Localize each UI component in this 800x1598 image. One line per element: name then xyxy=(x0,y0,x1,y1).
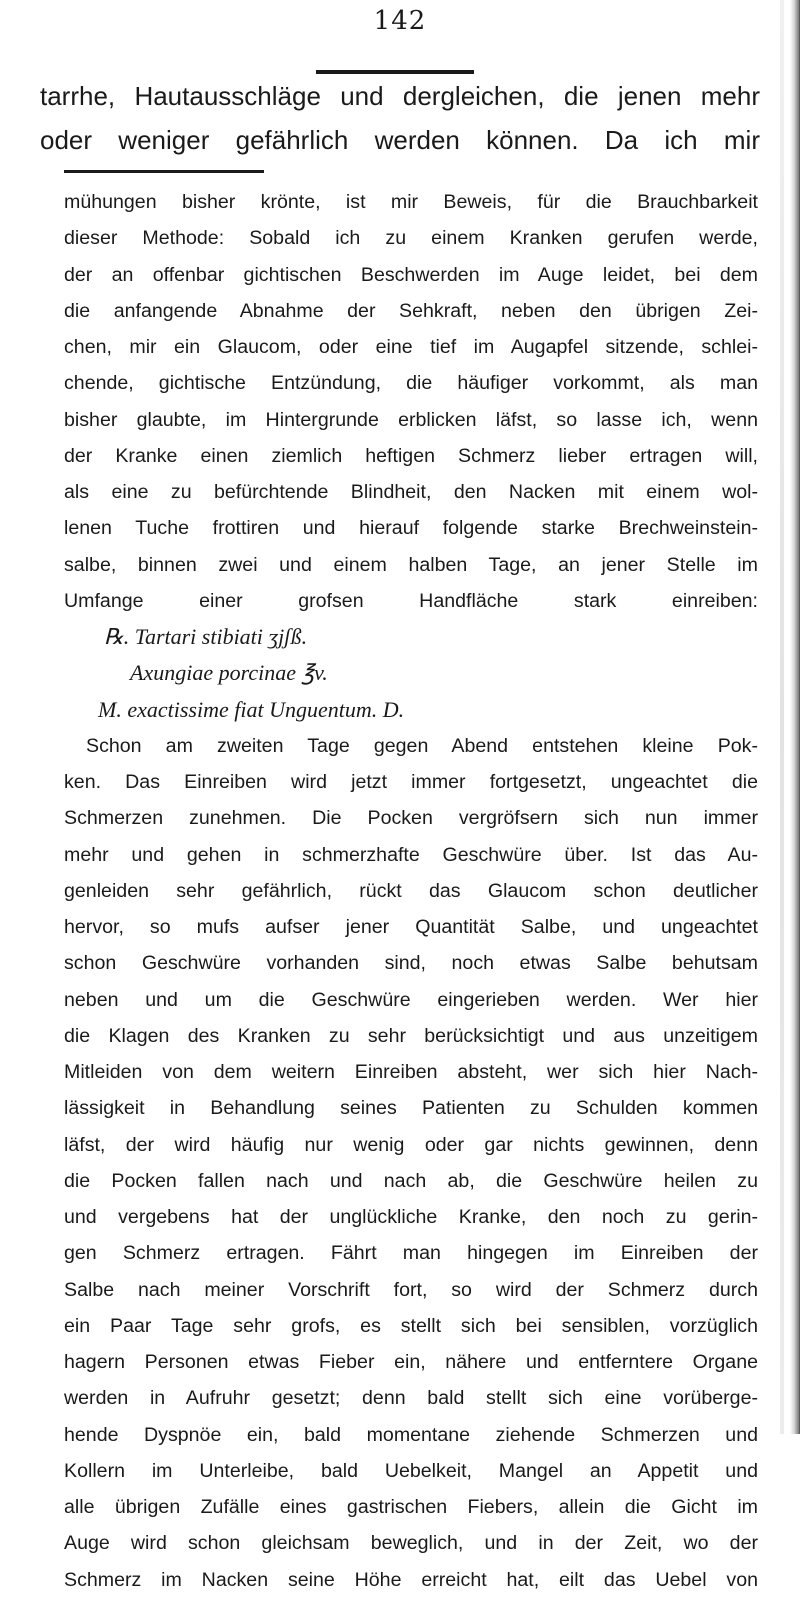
page-edge xyxy=(790,0,800,1434)
fragment-line: tarrhe, Hautausschläge und dergleichen, die jenen mehr xyxy=(40,81,760,111)
text-line: hagern Personen etwas Fieber ein, nähere und entferntere Organe xyxy=(64,1351,758,1373)
text-line: genleiden sehr gefährlich, rückt das Glaucom schon deutlicher xyxy=(64,879,758,902)
text-line: Mitleiden von dem weitern Einreiben absteht, wer sich hier Nach- xyxy=(64,1061,758,1083)
text-line: als eine zu befürchtende Blindheit, den Nacken mit einem wol- xyxy=(64,481,758,503)
text-line: ken. Das Einreiben wird jetzt immer fortgesetzt, ungeachtet die xyxy=(64,771,758,793)
text-line: lenen Tuche frottiren und hierauf folgende starke Brechweinstein- xyxy=(64,517,758,540)
text-line: Schon am zweiten Tage gegen Abend entstehen kleine Pok- xyxy=(86,734,758,757)
pasted-fragment xyxy=(40,74,760,162)
text-line: Kollern im Unterleibe, bald Uebelkeit, Mangel an Appetit und xyxy=(64,1459,758,1482)
text-line: salbe, binnen zwei und einem halben Tage, an jener Stelle im xyxy=(64,553,758,576)
text-line: der an offenbar gichtischen Beschwerden im Auge leidet, bei dem xyxy=(64,263,758,286)
text-line: alle übrigen Zufälle eines gastrischen Fiebers, allein die Gicht im xyxy=(64,1496,758,1518)
text-line: ein Paar Tage sehr grofs, es stellt sich bei sensiblen, vorzüglich xyxy=(64,1314,758,1337)
prescription-line: Axungiae porcinae ℥v. xyxy=(130,660,328,686)
text-line: Umfange einer grofsen Handfläche stark einreiben: xyxy=(64,589,758,612)
prescription-line: ℞. Tartari stibiati ʒjʃß. xyxy=(104,624,308,649)
binding-shadow xyxy=(780,0,784,1434)
text-line: hende Dyspnöe ein, bald momentane ziehende Schmerzen und xyxy=(64,1423,758,1446)
text-line: Salbe nach meiner Vorschrift fort, so wird der Schmerz durch xyxy=(64,1278,758,1301)
text-line: gen Schmerz ertragen. Fährt man hingegen im Einreiben der xyxy=(64,1242,758,1265)
text-line: chende, gichtische Entzündung, die häufiger vorkommt, als man xyxy=(64,372,758,395)
fragment-line: oder weniger gefährlich werden können. Da ich mir xyxy=(40,125,760,155)
text-line: die Klagen des Kranken zu sehr berücksichtigt und aus unzeitigem xyxy=(64,1024,758,1047)
text-line: mühungen bisher krönte, ist mir Beweis, für die Brauchbarkeit xyxy=(64,191,758,213)
section-divider xyxy=(64,170,264,173)
text-line: mehr und gehen in schmerzhafte Geschwüre über. Ist das Au- xyxy=(64,843,758,866)
page-number: 142 xyxy=(373,6,427,36)
text-line: chen, mir ein Glaucom, oder eine tief im Augapfel sitzende, schlei- xyxy=(64,336,758,358)
text-line: schon Geschwüre vorhanden sind, noch etwas Salbe behutsam xyxy=(64,952,758,975)
text-line: dieser Methode: Sobald ich zu einem Kranken gerufen werde, xyxy=(64,227,758,250)
body-text xyxy=(64,184,758,1598)
text-line: die Pocken fallen nach und nach ab, die Geschwüre heilen zu xyxy=(64,1169,758,1192)
text-line: Auge wird schon gleichsam beweglich, und in der Zeit, wo der xyxy=(64,1532,758,1555)
text-line: neben und um die Geschwüre eingerieben werden. Wer hier xyxy=(64,988,758,1011)
text-line: Schmerz im Nacken seine Höhe erreicht hat, eilt das Uebel von xyxy=(64,1568,758,1591)
text-line: und vergebens hat der unglückliche Kranke, den noch zu gerin- xyxy=(64,1206,758,1228)
text-line: läfst, der wird häufig nur wenig oder gar nichts gewinnen, denn xyxy=(64,1133,758,1156)
text-line: die anfangende Abnahme der Sehkraft, neben den übrigen Zei- xyxy=(64,299,758,322)
text-line: hervor, so mufs aufser jener Quantität Salbe, und ungeachtet xyxy=(64,916,758,938)
text-line: bisher glaubte, im Hintergrunde erblicken läfst, so lasse ich, wenn xyxy=(64,408,758,431)
prescription-line: M. exactissime fiat Unguentum. D. xyxy=(98,696,405,722)
text-line: Schmerzen zunehmen. Die Pocken vergröfsern sich nun immer xyxy=(64,807,758,830)
text-line: werden in Aufruhr gesetzt; denn bald stellt sich eine vorüberge- xyxy=(64,1387,758,1410)
text-line: der Kranke einen ziemlich heftigen Schmerz lieber ertragen will, xyxy=(64,444,758,467)
text-line: lässigkeit in Behandlung seines Patienten zu Schulden kommen xyxy=(64,1097,758,1120)
